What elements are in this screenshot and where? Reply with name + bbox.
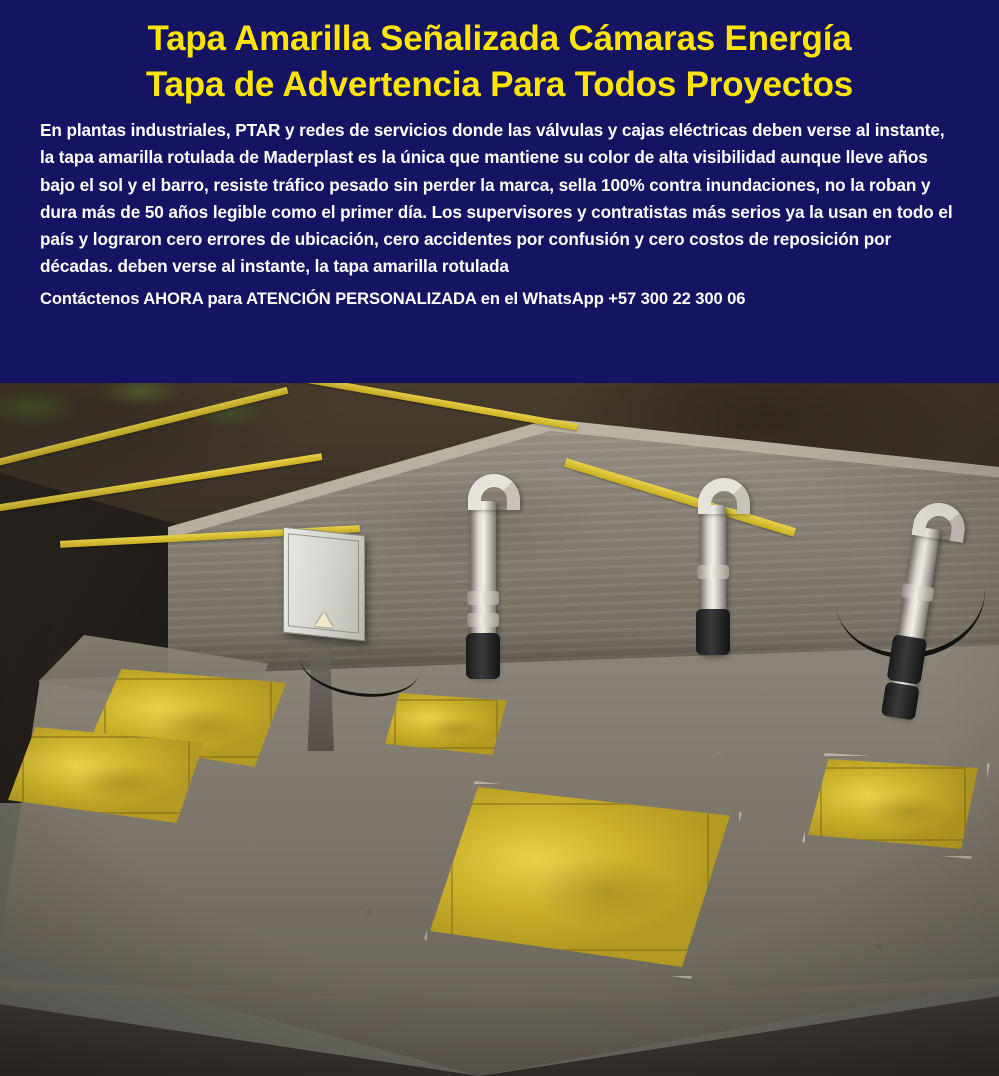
pipe-collar — [467, 591, 499, 605]
pipe-rubber-boot — [696, 609, 730, 655]
yellow-cover-plate — [385, 693, 507, 755]
banner-cta-text: Contáctenos AHORA para ATENCIÓN PERSONALIZADA en el WhatsApp +57 300 22 300 06 — [40, 288, 746, 308]
electrical-hazard-icon — [315, 611, 333, 628]
yellow-cover-plate — [808, 759, 978, 849]
pipe-collar — [467, 613, 499, 627]
pipe-collar — [697, 565, 729, 579]
banner-title-line1: Tapa Amarilla Señalizada Cámaras Energía — [147, 19, 852, 58]
banner-title-line2: Tapa de Advertencia Para Todos Proyectos — [145, 64, 854, 104]
headline-banner — [0, 0, 999, 383]
banner-body-text: En plantas industriales, PTAR y redes de servicios donde las válvulas y cajas eléctricas deben verse al instante, la tapa amarilla rotulada de Maderplast es la única que mantiene su color de alta visibilidad aunque lleve años bajo el sol y el barro, resiste tráfico pesado sin perder la marca, sella 100% contra inundaciones, no la roban y dura más de 50 años legible como el primer día. Los supervisores y contratistas más serios ya la usan en todo el país y lograron cero errores de ubicación, cero accidentes por confusión y cero costos de reposición por décadas. deben verse al instante, la tapa amarilla rotulada — [40, 120, 953, 277]
pipe-rubber-boot — [466, 633, 500, 679]
pipe-rubber-boot — [887, 634, 928, 685]
electrical-cabinet — [283, 527, 365, 642]
banner-title — [40, 16, 959, 107]
pipe-rubber-boot — [881, 682, 920, 721]
photo-region — [0, 383, 999, 1076]
